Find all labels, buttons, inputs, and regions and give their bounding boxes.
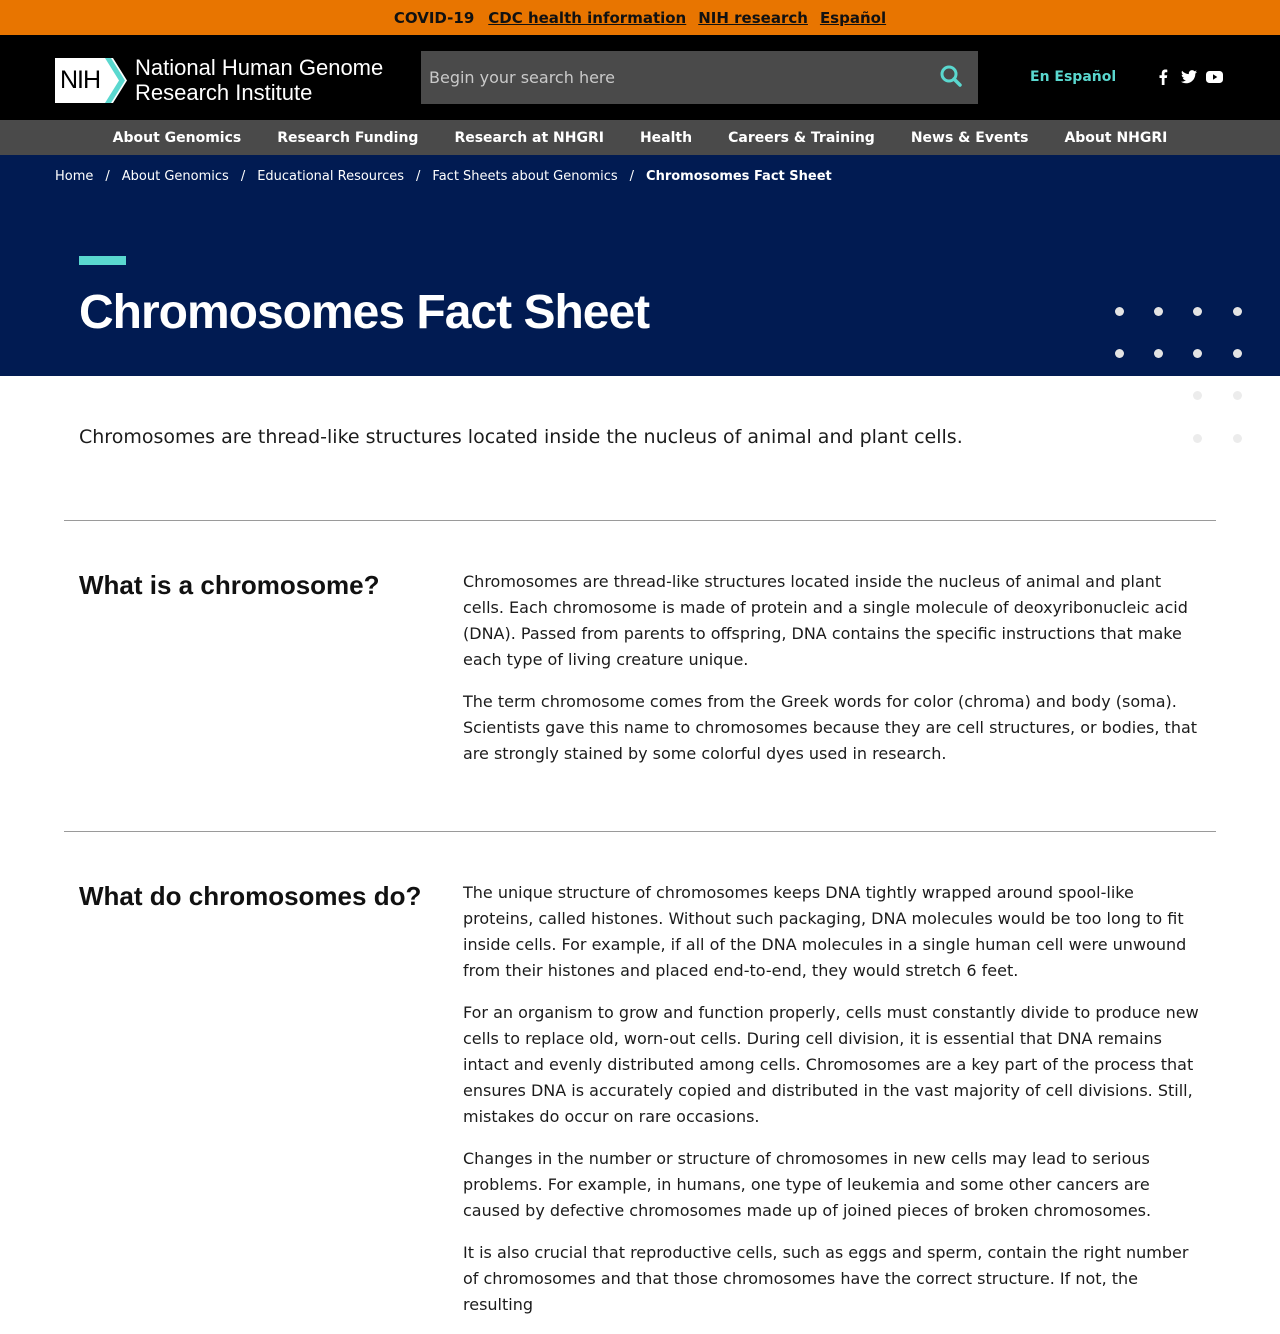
nih-logo-text: NIH: [60, 65, 101, 94]
breadcrumb-separator: /: [240, 169, 246, 184]
twitter-icon[interactable]: [1180, 68, 1197, 85]
breadcrumb-educational-resources[interactable]: Educational Resources: [257, 169, 405, 184]
section-title-what-is: What is a chromosome?: [79, 570, 380, 600]
paragraph: The unique structure of chromosomes keeps DNA tightly wrapped around spool-like proteins, called histones. Without such packaging, DNA molecules would be too long to fit inside cells. For example, if all of the DNA molecules in a single human cell were unwound from their histones and placed end-to-end, they would stretch 6 feet.: [463, 883, 1187, 980]
section-body-what-do: [463, 880, 1203, 1334]
section-divider: [64, 520, 1216, 521]
main-nav: [0, 120, 1280, 155]
section-title-what-do: What do chromosomes do?: [79, 881, 422, 911]
breadcrumb-separator: /: [105, 169, 110, 184]
section-body-what-is: [463, 569, 1203, 783]
nav-about-nhgri[interactable]: About NHGRI: [1064, 129, 1168, 146]
section-divider: [64, 831, 1216, 832]
espanol-alert-link[interactable]: Español: [819, 8, 887, 27]
breadcrumb-separator: /: [629, 169, 635, 184]
social-links: [1154, 68, 1223, 85]
nav-news-events[interactable]: News & Events: [910, 129, 1029, 146]
paragraph: The term chromosome comes from the Greek words for color (chroma) and body (soma). Scientists gave this name to chromosomes because they are cell structures, or bodies, that are strongly stained by some colorful dyes used in research.: [463, 692, 1198, 763]
search-button[interactable]: [924, 51, 978, 104]
institute-name: [135, 55, 383, 105]
breadcrumb-fact-sheets[interactable]: Fact Sheets about Genomics: [432, 169, 618, 184]
breadcrumb-home[interactable]: Home: [55, 169, 94, 184]
nav-careers-training[interactable]: Careers & Training: [728, 129, 875, 146]
covid-label: COVID-19: [393, 8, 475, 27]
breadcrumb-current: Chromosomes Fact Sheet: [646, 169, 832, 184]
decorative-dots: [1100, 290, 1260, 460]
page-title: Chromosomes Fact Sheet: [79, 286, 650, 339]
site-header: [0, 35, 1280, 120]
site-search: [421, 51, 978, 104]
facebook-icon[interactable]: [1154, 68, 1171, 85]
paragraph: Changes in the number or structure of chromosomes in new cells may lead to serious problems. For example, in humans, one type of leukemia and some other cancers are caused by defective chromosomes made up of joined pieces of broken chromosomes.: [463, 1149, 1152, 1220]
nav-research-at-nhgri[interactable]: Research at NHGRI: [454, 129, 604, 146]
youtube-icon[interactable]: [1206, 68, 1223, 85]
institute-name-line2: Research Institute: [135, 80, 313, 105]
nih-research-link[interactable]: NIH research: [698, 8, 808, 27]
hero-accent-bar: [79, 256, 126, 265]
paragraph: Chromosomes are thread-like structures located inside the nucleus of animal and plant cells. Each chromosome is made of protein and a single molecule of deoxyribonucleic acid (DNA). Passed from parents to offspring, DNA contains the specific instructions that make each type of living creature unique.: [463, 572, 1188, 669]
nhgri-logo[interactable]: [55, 55, 383, 105]
breadcrumb: [55, 169, 832, 184]
paragraph: For an organism to grow and function properly, cells must constantly divide to produce new cells to replace old, worn-out cells. During cell division, it is essential that DNA remains intact and evenly distributed among cells. Chromosomes are a key part of the process that ensures DNA is accurately copied and distributed in the vast majority of cell divisions. Still, mistakes do occur on rare occasions.: [463, 1003, 1199, 1126]
nav-research-funding[interactable]: Research Funding: [277, 129, 419, 146]
nav-health[interactable]: Health: [639, 129, 693, 146]
paragraph: It is also crucial that reproductive cells, such as eggs and sperm, contain the right number of chromosomes and that those chromosomes have the correct structure. If not, the resulting: [463, 1243, 1189, 1314]
cdc-health-link[interactable]: CDC health information: [488, 8, 687, 27]
breadcrumb-about-genomics[interactable]: About Genomics: [121, 169, 229, 184]
en-espanol-link[interactable]: En Español: [1030, 69, 1117, 85]
intro-text: Chromosomes are thread-like structures located inside the nucleus of animal and plant cells.: [79, 426, 963, 448]
search-icon: [940, 65, 962, 91]
nih-logo-badge: [55, 58, 127, 103]
institute-name-line1: National Human Genome: [135, 55, 384, 80]
page-hero: [0, 155, 1280, 376]
nav-about-genomics[interactable]: About Genomics: [112, 129, 242, 146]
breadcrumb-separator: /: [416, 169, 421, 184]
covid-alert-bar: [0, 0, 1280, 35]
search-input[interactable]: [421, 51, 924, 104]
